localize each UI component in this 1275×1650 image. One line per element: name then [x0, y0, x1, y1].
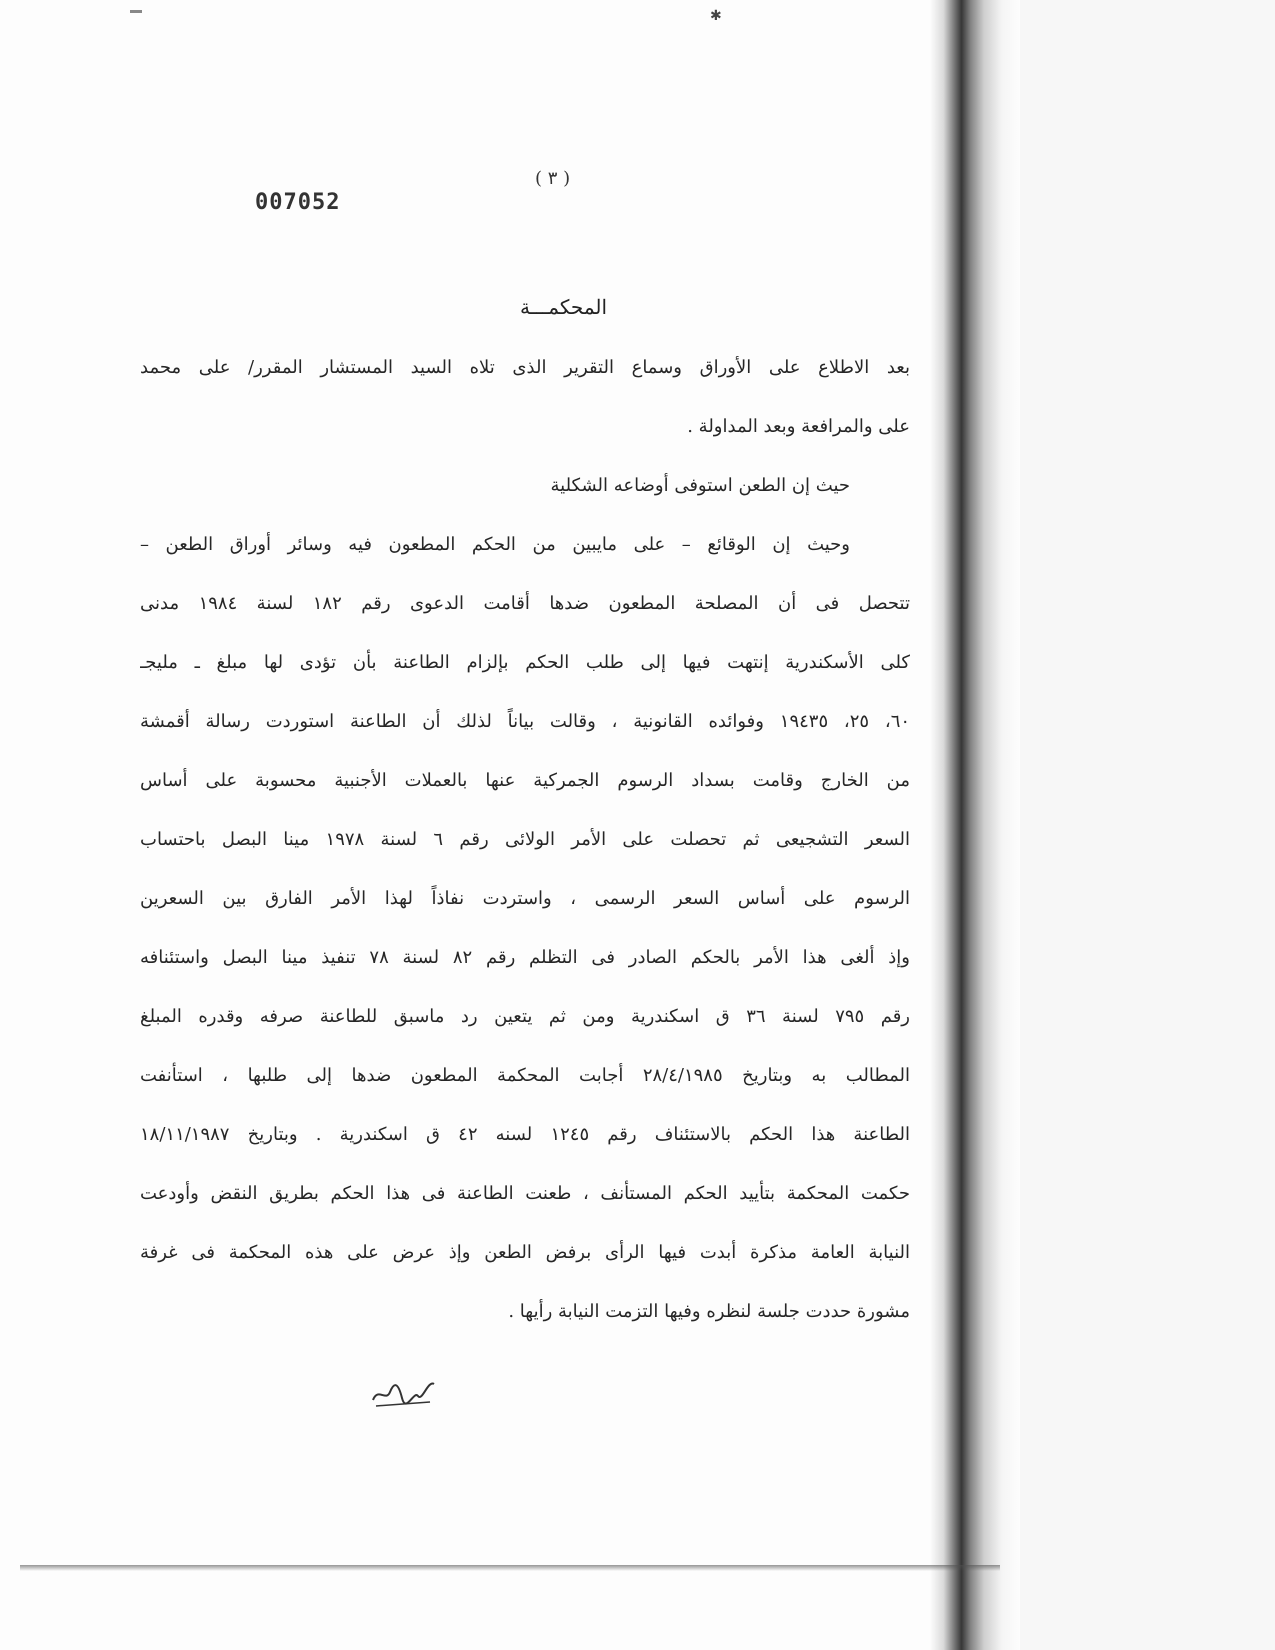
top-scan-mark: ✱ — [710, 8, 722, 24]
text-line: تتحصل فى أن المصلحة المطعون ضدها أقامت الدعوى رقم ١٨٢ لسنة ١٩٨٤ مدنى — [140, 593, 910, 614]
text-line: مشورة حددت جلسة لنظره وفيها التزمت النيابة رأيها . — [508, 1301, 910, 1322]
handwritten-signature — [368, 1372, 438, 1412]
scan-margin — [1020, 0, 1275, 1650]
document-number: 007052 — [255, 190, 341, 215]
text-line: وحيث إن الوقائع – على مايبين من الحكم المطعون فيه وسائر أوراق الطعن – — [140, 534, 850, 555]
text-line: ٦٠، ٢٥، ١٩٤٣٥ وفوائده القانونية ، وقالت بياناً لذلك أن الطاعنة استوردت رسالة أقمشة — [140, 711, 910, 732]
scan-bottom-edge — [20, 1565, 1000, 1571]
text-line: رقم ٧٩٥ لسنة ٣٦ ق اسكندرية ومن ثم يتعين رد ماسبق للطاعنة صرفه وقدره المبلغ — [140, 1006, 910, 1027]
text-line: وإذ ألغى هذا الأمر بالحكم الصادر فى التظلم رقم ٨٢ لسنة ٧٨ تنفيذ مينا البصل واستئنافه — [140, 947, 910, 968]
body-text — [140, 350, 910, 1353]
text-line: النيابة العامة مذكرة أبدت فيها الرأى برفض الطعن وإذ عرض على هذه المحكمة فى غرفة — [140, 1242, 910, 1263]
text-line: حكمت المحكمة بتأييد الحكم المستأنف ، طعنت الطاعنة فى هذا الحكم بطريق النقض وأودعت — [140, 1183, 910, 1204]
text-line: كلى الأسكندرية إنتهت فيها إلى طلب الحكم بإلزام الطاعنة بأن تؤدى لها مبلغ ـ مليجـ — [140, 652, 910, 673]
text-line: حيث إن الطعن استوفى أوضاعه الشكلية — [550, 475, 850, 496]
corner-mark — [130, 10, 142, 13]
text-line: السعر التشجيعى ثم تحصلت على الأمر الولائى رقم ٦ لسنة ١٩٧٨ مينا البصل باحتساب — [140, 829, 910, 850]
text-line: المطالب به وبتاريخ ٢٨/٤/١٩٨٥ أجابت المحكمة المطعون ضدها إلى طلبها ، استأنفت — [140, 1065, 910, 1086]
text-line: من الخارج وقامت بسداد الرسوم الجمركية عنها بالعملات الأجنبية محسوبة على أساس — [140, 770, 910, 791]
text-line: على والمرافعة وبعد المداولة . — [687, 416, 910, 437]
text-line: الرسوم على أساس السعر الرسمى ، واستردت نفاذاً لهذا الأمر الفارق بين السعرين — [140, 888, 910, 909]
text-line: بعد الاطلاع على الأوراق وسماع التقرير الذى تلاه السيد المستشار المقرر/ على محمد — [140, 357, 910, 378]
scan-binding-shadow — [930, 0, 1020, 1650]
section-heading: المحكمـــة — [520, 295, 608, 319]
page-number: ( ٣ ) — [535, 168, 571, 189]
text-line: الطاعنة هذا الحكم بالاستئناف رقم ١٢٤٥ لسنه ٤٢ ق اسكندرية . وبتاريخ ١٨/١١/١٩٨٧ — [140, 1124, 910, 1145]
